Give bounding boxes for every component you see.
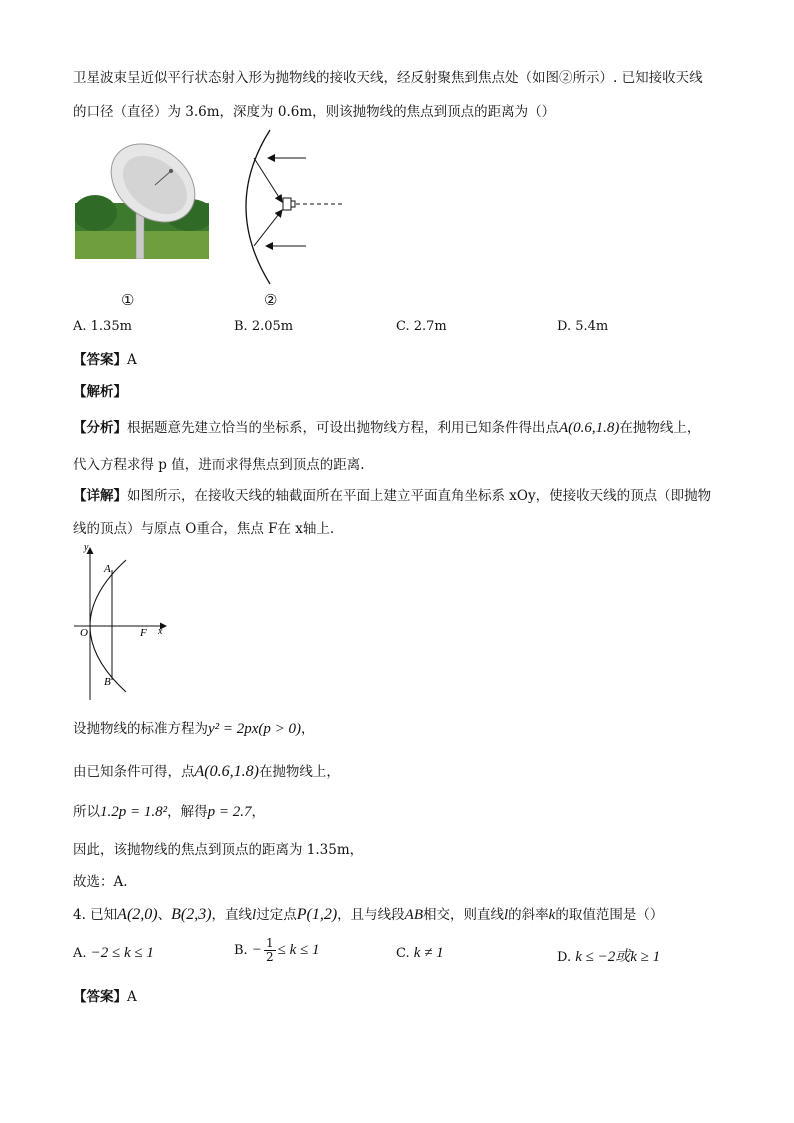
option-a: A. 1.35m (73, 319, 132, 334)
q4-text-b: ，直线 (211, 907, 253, 923)
q4-text-c: 过定点 (256, 907, 297, 923)
q4-text-g: 的取值范围是（） (555, 907, 664, 923)
fraction-numerator: 1 (265, 936, 274, 950)
q4-option-a-value: −2 ≤ k ≤ 1 (90, 945, 154, 961)
step3-equation2: p = 2.7 (207, 804, 252, 820)
origin-label: O (80, 627, 88, 639)
q4-option-a (73, 945, 154, 962)
step1-text-b: ， (301, 721, 315, 737)
analysis-label: 【解析】 (73, 384, 127, 400)
y-axis-label: y (84, 542, 89, 553)
q4-text-f: 的斜率 (508, 907, 549, 923)
fenxi-text-a: 根据题意先建立恰当的坐标系，可设出抛物线方程，利用已知条件得出点 (127, 420, 559, 436)
step2-text-a: 由已知条件可得，点 (73, 764, 195, 780)
fenxi-line2: 代入方程求得 p 值，进而求得焦点到顶点的距离. (73, 457, 365, 473)
problem4-question (73, 903, 663, 924)
option-b: B. 2.05m (234, 319, 294, 334)
fraction-denominator: 2 (265, 950, 274, 964)
step3-text-b: ，解得 (167, 804, 208, 820)
q4-option-c-label: C. (396, 946, 410, 961)
step3-equation1: 1.2p = 1.8² (100, 804, 168, 820)
q4-point-a: A(2,0) (117, 906, 158, 923)
step1 (73, 717, 315, 738)
answer-value: A (127, 352, 137, 368)
coordinate-diagram (70, 540, 180, 705)
step2-point: A(0.6,1.8) (194, 763, 259, 780)
q4-slope-k: k (548, 907, 556, 923)
q4-text-e: 相交，则直线 (422, 907, 504, 923)
xiangjie-tag: 【详解】 (73, 488, 127, 504)
q4-option-b-label: B. (234, 943, 248, 958)
focus-label: F (140, 627, 147, 639)
answer-tag: 【答案】 (73, 352, 127, 368)
q4-option-d (557, 945, 660, 966)
answer-line-3 (73, 348, 137, 368)
q4-option-a-label: A. (73, 946, 87, 961)
figure1-label: ① (121, 291, 135, 309)
q4-answer-value: A (127, 989, 137, 1005)
satellite-dish-photo (75, 143, 209, 259)
option-d: D. 5.4m (557, 319, 609, 334)
step1-text-a: 设抛物线的标准方程为 (73, 721, 208, 737)
option-c: C. 2.7m (396, 319, 447, 334)
q4-segment-ab: AB (404, 907, 423, 923)
q4-option-b-sign: − (251, 942, 262, 958)
q4-point-p: P(1,2) (296, 906, 338, 923)
reflector-diagram (228, 128, 348, 288)
q4-point-b: B(2,3) (171, 906, 212, 923)
q4-option-c (396, 945, 444, 962)
analysis-tag (73, 380, 127, 400)
q4-option-b-rest: ≤ k ≤ 1 (277, 942, 320, 958)
q4-text-d: ，且与线段 (337, 907, 405, 923)
step1-equation: y² = 2px(p > 0) (208, 721, 302, 737)
point-a-label: A (104, 563, 111, 575)
xiangjie-line1 (73, 484, 711, 504)
q4-answer-tag: 【答案】 (73, 989, 127, 1005)
q4-option-c-value: k ≠ 1 (413, 945, 444, 961)
xiangjie-line2: 线的顶点）与原点 O重合，焦点 F在 x轴上. (73, 521, 335, 537)
step5: 故选：A. (73, 874, 128, 890)
step3-text-c: ， (251, 804, 265, 820)
q4-line-l2: l (503, 907, 509, 923)
q4-option-b-fraction (264, 937, 276, 964)
q4-option-d-label: D. (557, 950, 572, 965)
fenxi-line1 (73, 416, 700, 437)
q4-line-l: l (252, 907, 257, 923)
q4-sep: 、 (157, 907, 172, 923)
step4: 因此，该抛物线的焦点到顶点的距离为 1.35m， (73, 842, 364, 858)
q4-option-b (234, 937, 319, 964)
fenxi-point: A(0.6,1.8) (559, 420, 620, 436)
point-b-label: B (104, 676, 111, 688)
figure2-label: ② (264, 291, 278, 309)
q4-option-d-value: k ≤ −2或k ≥ 1 (575, 949, 661, 965)
xiangjie-text: 如图所示，在接收天线的轴截面所在平面上建立平面直角坐标系 xOy，使接收天线的顶点（即抛物 (127, 488, 712, 504)
q4-text-a: 4. 已知 (73, 907, 118, 923)
fenxi-text-b: 在抛物线上， (619, 420, 701, 436)
answer-line-4 (73, 985, 137, 1005)
step3 (73, 800, 265, 821)
problem3-line2: 的口径（直径）为 3.6m，深度为 0.6m，则该抛物线的焦点到顶点的距离为（） (73, 104, 556, 120)
problem3-line1: 卫星波束呈近似平行状态射入形为抛物线的接收天线，经反射聚焦到焦点处（如图②所示）. 已知接收天线 (73, 70, 703, 86)
step2 (73, 760, 340, 781)
x-axis-label: x (158, 626, 163, 637)
step3-text-a: 所以 (73, 804, 100, 820)
fenxi-tag: 【分析】 (73, 420, 127, 436)
step2-text-b: 在抛物线上， (258, 764, 340, 780)
